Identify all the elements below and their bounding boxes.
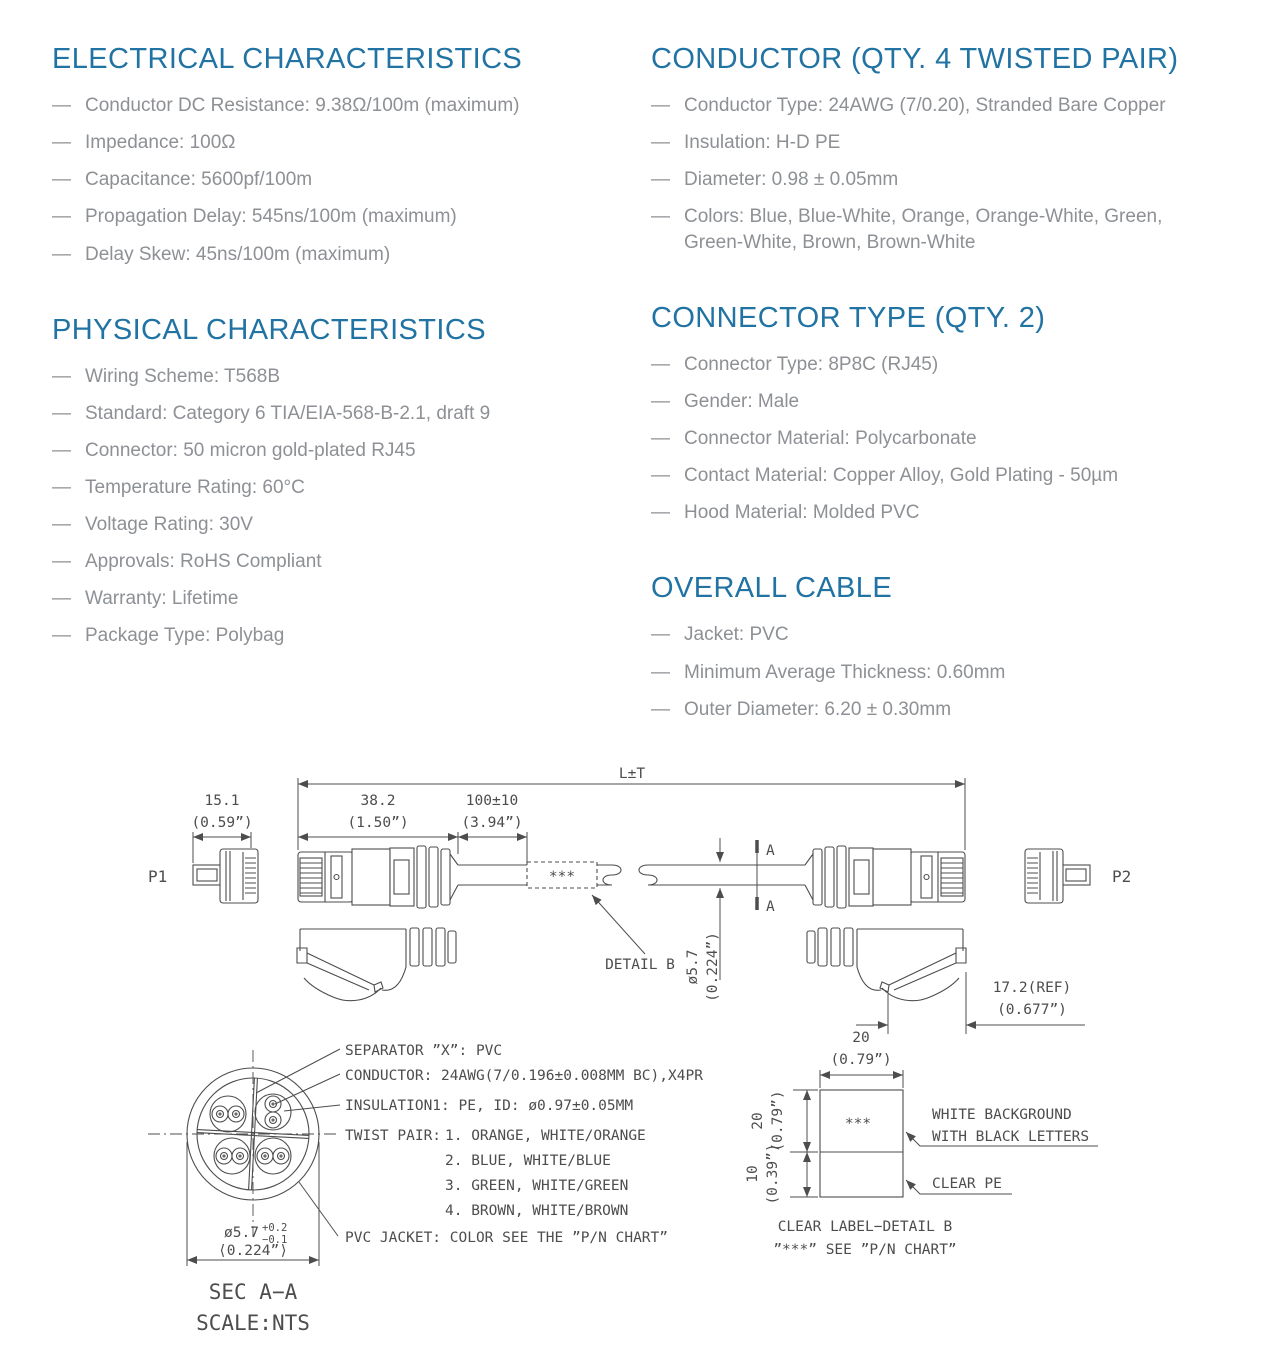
spec-item-text: Hood Material: Molded PVC <box>684 502 920 524</box>
spec-item <box>52 586 620 611</box>
section-title-overall-cable: OVERALL CABLE <box>651 572 893 605</box>
spec-item-text: Package Type: Polybag <box>85 625 285 647</box>
spec-item-text: Standard: Category 6 TIA/EIA-568-B-2.1, draft 9 <box>85 402 491 424</box>
twist-pair-4: 4. BROWN, WHITE/BROWN <box>445 1203 629 1219</box>
rj45-plug-side-view <box>298 846 458 908</box>
dim-100: 100±10 <box>465 793 519 809</box>
label-lower-height-dim-inches: (0.39”) <box>765 1143 781 1205</box>
spec-item <box>52 401 620 426</box>
spec-item-text: Outer Diameter: 6.20 ± 0.30mm <box>684 698 952 720</box>
dash-bullet: — <box>52 206 71 228</box>
spec-item <box>651 93 1226 118</box>
spec-item <box>651 130 1226 155</box>
white-background-note-2: WITH BLACK LETTERS <box>932 1129 1090 1145</box>
dash-bullet: — <box>651 698 670 720</box>
twisted-pair-top-left <box>210 1096 246 1132</box>
dash-bullet: — <box>52 243 71 265</box>
section-physical <box>52 313 620 649</box>
spec-item <box>651 426 1226 451</box>
p1-label: P1 <box>148 867 168 886</box>
spec-list <box>651 93 1226 254</box>
spec-item <box>52 93 620 118</box>
label-upper-height-dim-inches: (0.79”) <box>770 1090 786 1152</box>
twist-pair-3: 3. GREEN, WHITE/GREEN <box>445 1178 629 1194</box>
clear-label-caption-1: CLEAR LABEL−DETAIL B <box>777 1219 953 1235</box>
dash-bullet: — <box>52 514 71 536</box>
white-background-note-1: WHITE BACKGROUND <box>932 1107 1072 1123</box>
spec-item <box>52 364 620 389</box>
spec-item <box>651 500 1226 525</box>
dash-bullet: — <box>52 477 71 499</box>
twist-pair-1: 1. ORANGE, WHITE/ORANGE <box>445 1128 646 1144</box>
spec-item <box>52 475 620 500</box>
spec-item-text: Conductor DC Resistance: 9.38Ω/100m (maximum) <box>85 95 520 117</box>
insulation-note: INSULATION1: PE, ID: ø0.97±0.05MM <box>345 1098 634 1114</box>
section-conductor <box>651 42 1226 255</box>
dim-38-2-inches: (1.50”) <box>347 815 409 831</box>
section-diameter-tol-plus: +0.2 <box>262 1222 288 1234</box>
spec-item-text: Jacket: PVC <box>684 624 789 646</box>
section-mark-a-top: A <box>766 843 775 859</box>
label-detail-b <box>745 1030 1098 1258</box>
spec-item <box>651 167 1226 192</box>
spec-item <box>52 204 620 229</box>
rj45-plug-latch-view-mirrored <box>807 928 966 1001</box>
label-width-dim-inches: (0.79”) <box>830 1052 892 1068</box>
overall-length-label: L±T <box>618 766 646 782</box>
section-diameter-tol-minus: −0.1 <box>262 1234 288 1246</box>
dash-bullet: — <box>651 169 670 191</box>
detail-b-label: DETAIL B <box>605 957 675 973</box>
spec-item <box>651 697 1226 722</box>
p2-label: P2 <box>1112 867 1132 886</box>
twist-pair-note: TWIST PAIR: <box>345 1128 442 1144</box>
separator-note: SEPARATOR ”X”: PVC <box>345 1043 503 1059</box>
dash-bullet: — <box>651 206 670 228</box>
spec-item-text: Wiring Scheme: T568B <box>85 365 281 387</box>
dash-bullet: — <box>52 588 71 610</box>
spec-item-text: Delay Skew: 45ns/100m (maximum) <box>85 243 391 265</box>
spec-list <box>651 352 1226 525</box>
spec-item <box>52 549 620 574</box>
spec-item <box>651 463 1226 488</box>
twisted-pair-bottom-right <box>255 1138 291 1174</box>
spec-list <box>52 93 620 266</box>
section-diameter-inches: ⟨0.224”⟩ <box>218 1243 288 1259</box>
dim-17-2-inches: (0.677”) <box>997 1002 1067 1018</box>
right-column <box>651 42 1226 734</box>
cable-diameter-dimension <box>685 838 721 1002</box>
dash-bullet: — <box>52 365 71 387</box>
section-overall-cable <box>651 571 1226 721</box>
spec-item-text: Approvals: RoHS Compliant <box>85 551 322 573</box>
conductor-note: CONDUCTOR: 24AWG(7/0.196±0.008MM BC),X4PR <box>345 1068 703 1084</box>
dash-bullet: — <box>651 502 670 524</box>
spec-item-text: Voltage Rating: 30V <box>85 514 253 536</box>
spec-item-text: Conductor Type: 24AWG (7/0.20), Stranded Bare Copper <box>684 95 1166 117</box>
dash-bullet: — <box>651 353 670 375</box>
spec-list <box>52 364 620 649</box>
dash-bullet: — <box>52 132 71 154</box>
twist-pair-2: 2. BLUE, WHITE/BLUE <box>445 1153 611 1169</box>
spec-item <box>651 204 1226 254</box>
spec-item-text: Contact Material: Copper Alloy, Gold Plating - 50µm <box>684 465 1119 487</box>
spec-item <box>651 389 1226 414</box>
label-detail-stars: *** <box>844 1116 872 1132</box>
dash-bullet: — <box>651 132 670 154</box>
section-diameter-value: ø5.7 <box>224 1225 259 1241</box>
cable-technical-drawing <box>0 742 1268 1354</box>
dash-bullet: — <box>651 465 670 487</box>
clear-pe-note: CLEAR PE <box>932 1176 1002 1192</box>
spec-item <box>52 242 620 267</box>
clear-label-caption-2: ”***” SEE ”P/N CHART” <box>773 1242 957 1258</box>
spec-item <box>651 622 1226 647</box>
cable-cross-section <box>148 1043 703 1335</box>
label-distance-dimension <box>458 793 527 862</box>
spec-item-text: Insulation: H-D PE <box>684 132 841 154</box>
dim-38-2: 38.2 <box>360 793 396 809</box>
spec-item <box>52 512 620 537</box>
left-column <box>52 42 620 660</box>
twisted-pair-bottom-left <box>214 1138 250 1174</box>
spec-item-text: Gender: Male <box>684 390 800 412</box>
dash-bullet: — <box>651 624 670 646</box>
spec-item <box>52 438 620 463</box>
latch-ref-dimension <box>856 972 1085 1034</box>
dash-bullet: — <box>651 661 670 683</box>
cable-body <box>458 865 805 885</box>
cable-diameter-inches: (0.224”) <box>705 932 721 1002</box>
spec-item-text: Impedance: 100Ω <box>85 132 236 154</box>
plug-length-dimension <box>298 793 458 854</box>
spec-item <box>651 352 1226 377</box>
spec-item <box>52 623 620 648</box>
spec-list <box>651 622 1226 721</box>
spec-item-text: Temperature Rating: 60°C <box>85 477 305 499</box>
cable-label-stars: *** <box>548 869 576 885</box>
rj45-plug-latch-view <box>297 928 456 1001</box>
spec-item-text: Capacitance: 5600pf/100m <box>85 169 313 191</box>
pvc-jacket-note: PVC JACKET: COLOR SEE THE ”P/N CHART” <box>345 1230 669 1246</box>
label-width-dim: 20 <box>852 1030 870 1046</box>
dash-bullet: — <box>651 95 670 117</box>
dim-15-1-inches: (0.59”) <box>191 815 253 831</box>
spec-item-text: Propagation Delay: 545ns/100m (maximum) <box>85 206 457 228</box>
section-title-physical: PHYSICAL CHARACTERISTICS <box>52 313 486 346</box>
dash-bullet: — <box>651 427 670 449</box>
dim-100-inches: (3.94”) <box>461 815 523 831</box>
spec-item-text: Connector: 50 micron gold-plated RJ45 <box>85 439 416 461</box>
section-title-conductor: CONDUCTOR (QTY. 4 TWISTED PAIR) <box>651 43 1179 75</box>
dim-15-1: 15.1 <box>204 793 240 809</box>
spec-item-text: Connector Material: Polycarbonate <box>684 427 977 449</box>
cable-diameter-value: ø5.7 <box>685 949 701 985</box>
spec-item <box>52 130 620 155</box>
section-electrical <box>52 42 620 267</box>
rj45-plug-side-view-mirrored <box>805 846 965 908</box>
spec-item <box>52 167 620 192</box>
rj45-plug-end-view-mirrored <box>1025 849 1090 903</box>
section-connector <box>651 301 1226 526</box>
dash-bullet: — <box>52 551 71 573</box>
section-scale-note: SCALE:NTS <box>196 1311 310 1335</box>
spec-item-text: Minimum Average Thickness: 0.60mm <box>684 661 1006 683</box>
label-lower-height-dim: 10 <box>745 1165 761 1183</box>
spec-item-text: Connector Type: 8P8C (RJ45) <box>684 353 939 375</box>
label-upper-height-dim: 20 <box>750 1112 766 1130</box>
detail-b-leader <box>592 895 645 954</box>
spec-item-text: Colors: Blue, Blue-White, Orange, Orange-White, Green, Green-White, Brown, Brown-White <box>684 206 1163 253</box>
section-title-sec-aa: SEC A−A <box>208 1280 298 1304</box>
rj45-plug-end-view <box>193 849 258 903</box>
section-mark-a-bottom: A <box>766 899 775 915</box>
spec-item <box>651 660 1226 685</box>
dash-bullet: — <box>651 390 670 412</box>
dash-bullet: — <box>52 625 71 647</box>
dash-bullet: — <box>52 169 71 191</box>
section-title-connector: CONNECTOR TYPE (QTY. 2) <box>651 301 1046 334</box>
dash-bullet: — <box>52 402 71 424</box>
section-title-electrical: ELECTRICAL CHARACTERISTICS <box>52 43 523 75</box>
spec-item-text: Warranty: Lifetime <box>85 588 239 610</box>
spec-item-text: Diameter: 0.98 ± 0.05mm <box>684 169 899 191</box>
dash-bullet: — <box>52 439 71 461</box>
dash-bullet: — <box>52 95 71 117</box>
section-cut-marks <box>757 840 775 915</box>
dim-17-2: 17.2(REF) <box>992 980 1072 996</box>
